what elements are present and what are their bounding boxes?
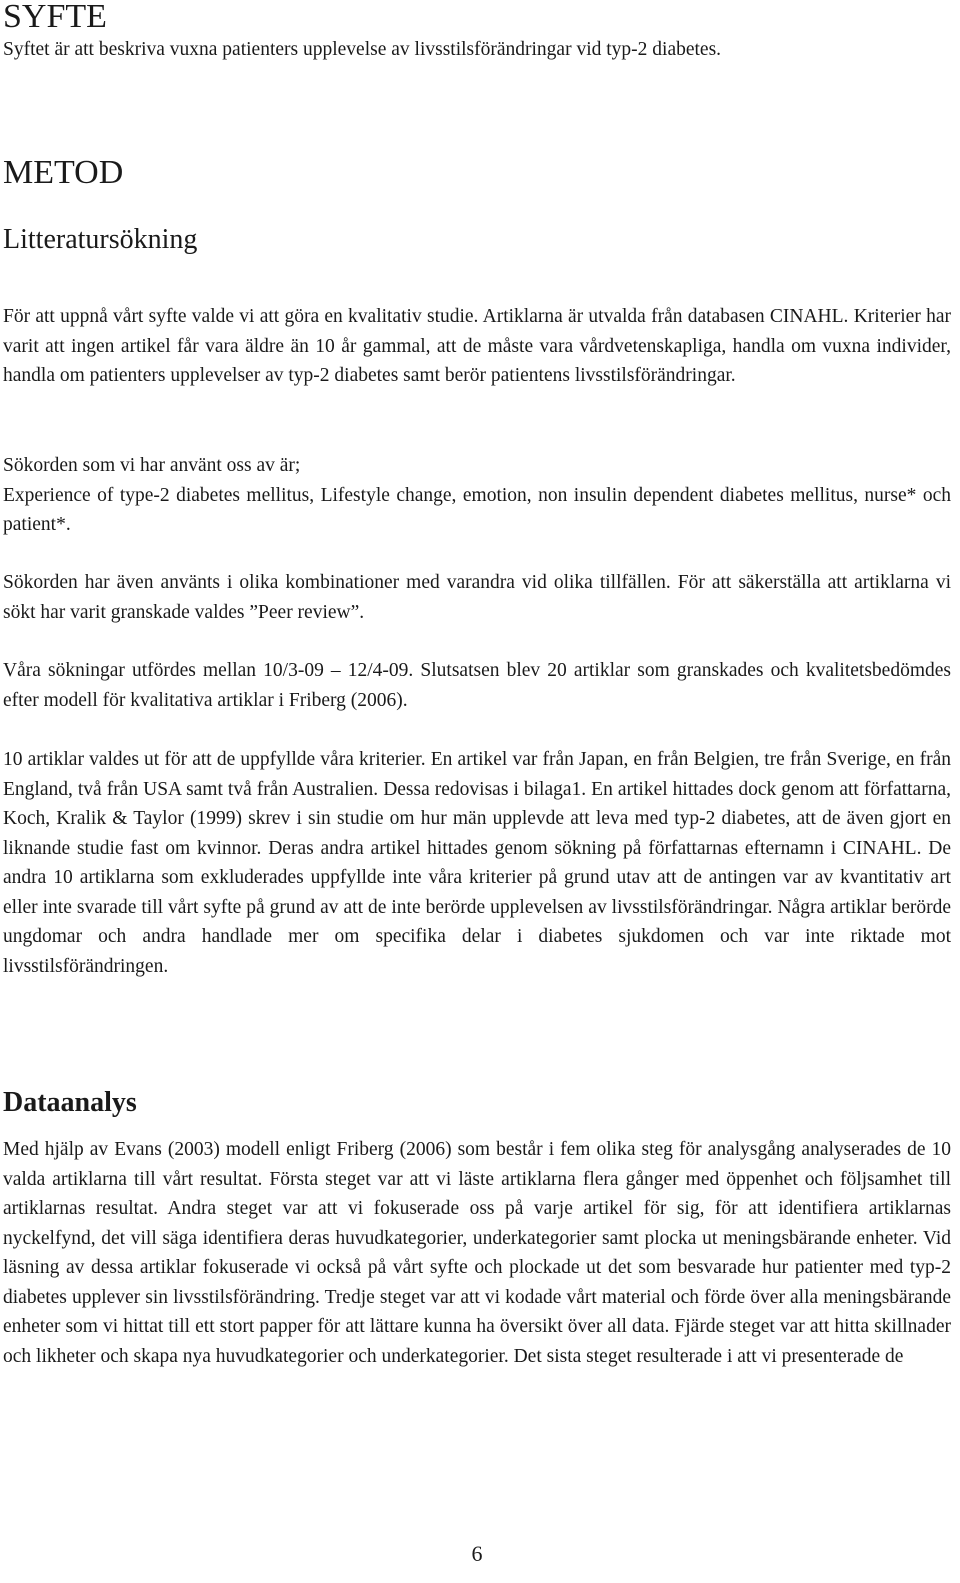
- heading-dataanalys: Dataanalys: [3, 1087, 137, 1118]
- paragraph-artiklar: 10 artiklar valdes ut för att de uppfyllde våra kriterier. En artikel var från Japan, en från Belgien, tre från Sverige, en från England, två från USA samt två från Australien. Dessa redovisas i bilaga1. En artikel hittades dock genom att författarna, Koch, Kralik & Taylor (1999) skrev i sin studie om hur män upplevde att leva med typ-2 diabetes, att de även gjort en liknande studie fast om kvinnor. Deras andra artikel hittades genom sökning på författarnas efternamn i CINAHL. De andra 10 artiklarna som exkluderades uppfyllde inte våra kriterier på grund utav att de antingen var av kvantitativ art eller inte svarade till vårt syfte på grund av att de inte berörde upplevelsen av livsstilsförändringar. Några artiklar berörde ungdomar och andra handlade mer om specifika delar i diabetes sjukdomen och var inte riktade mot livsstilsförändringen.: [3, 749, 951, 977]
- paragraph-sokord: [3, 451, 951, 540]
- paragraph-sokningar: Våra sökningar utfördes mellan 10/3-09 – 12/4-09. Slutsatsen blev 20 artiklar som granskades och kvalitetsbedömdes efter modell för kvalitativa artiklar i Friberg (2006).: [3, 660, 951, 711]
- sokord-list: Experience of type-2 diabetes mellitus, Lifestyle change, emotion, non insulin dependent diabetes mellitus, nurse* och patient*.: [3, 484, 951, 535]
- paragraph-kombinationer: Sökorden har även använts i olika kombinationer med varandra vid olika tillfällen. För att säkerställa att artiklarna vi sökt har varit granskade valdes ”Peer review”.: [3, 572, 951, 623]
- paragraph-kriterier: För att uppnå vårt syfte valde vi att göra en kvalitativ studie. Artiklarna är utvalda från databasen CINAHL. Kriterier har varit att ingen artikel får vara äldre än 10 år gammal, att de måste vara vårdvetenskapliga, handla om vuxna individer, handla om patienters upplevelser av typ-2 diabetes samt berör patientens livsstilsförändringar.: [3, 306, 951, 386]
- paragraph-dataanalys: Med hjälp av Evans (2003) modell enligt Friberg (2006) som består i fem olika steg för analysgång analyserades de 10 valda artiklarna till vårt resultat. Första steget var att vi läste artiklarna flera gånger med öppenhet och följsamhet till artiklarnas resultat. Andra steget var att vi fokuserade oss på varje artikel för sig, för att identifiera artiklarnas nyckelfynd, det vill säga identifiera deras huvudkategorier, underkategorier samt plocka ut meningsbärande enheter. Vid läsning av dessa artiklar fokuserade vi också på vårt syfte och plockade ut det som besvarade hur patienter med typ-2 diabetes upplever sin livsstilsförändring. Tredje steget var att vi kodade vårt material och förde över alla meningsbärande enheter som vi hittat till ett stort papper för att lättare kunna ha översikt över all data. Fjärde steget var att hitta skillnader och likheter och skapa nya huvudkategorier och underkategorier. Det sista steget resulterade i att vi presenterade de: [3, 1139, 951, 1367]
- heading-metod: METOD: [3, 154, 124, 191]
- paragraph-syfte: Syftet är att beskriva vuxna patienters upplevelse av livsstilsförändringar vid typ-2 diabetes.: [3, 39, 722, 60]
- heading-syfte: SYFTE: [3, 0, 107, 35]
- sokord-intro: Sökorden som vi har använt oss av är;: [3, 455, 301, 476]
- page-number: 6: [471, 1541, 483, 1566]
- heading-litteratursokning: Litteratursökning: [3, 224, 198, 255]
